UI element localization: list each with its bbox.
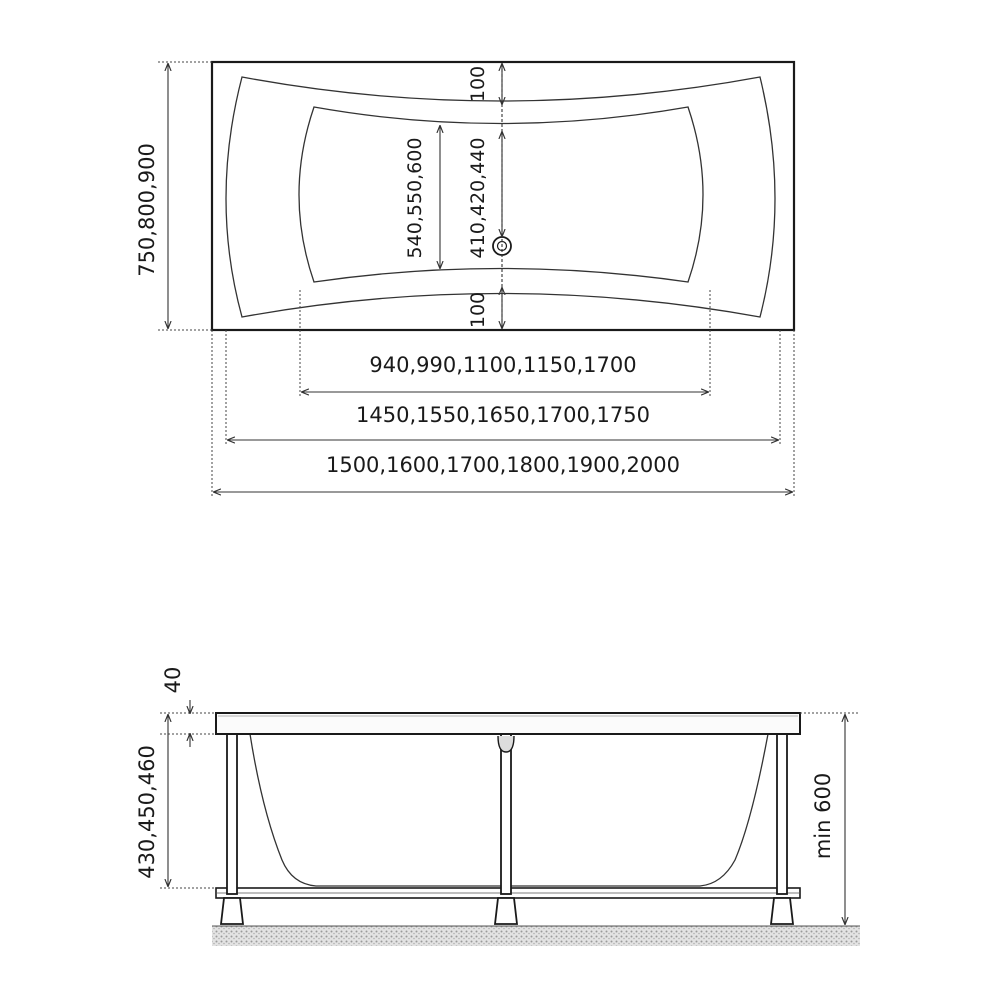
side-view — [135, 667, 860, 946]
overflow-pipe — [498, 736, 514, 752]
inner-length-label: 940,990,1100,1150,1700 — [369, 353, 637, 377]
overall-length-label: 1500,1600,1700,1800,1900,2000 — [325, 453, 681, 477]
drain-offset-label: 410,420,440 — [467, 137, 489, 259]
top-view — [135, 62, 794, 498]
min-height-label: min 600 — [811, 772, 835, 860]
rim-height-label: 40 — [161, 666, 185, 694]
depth-label: 430,450,460 — [135, 745, 159, 879]
rim-length-label: 1450,1550,1650,1700,1750 — [356, 403, 650, 427]
floor — [212, 926, 860, 946]
tub-outer-bowl — [226, 77, 775, 317]
width-label: 750,800,900 — [135, 143, 159, 277]
bottom-margin-label: 100 — [467, 291, 489, 329]
inner-width-label: 540,550,600 — [404, 137, 426, 259]
top-margin-label: 100 — [467, 65, 489, 103]
